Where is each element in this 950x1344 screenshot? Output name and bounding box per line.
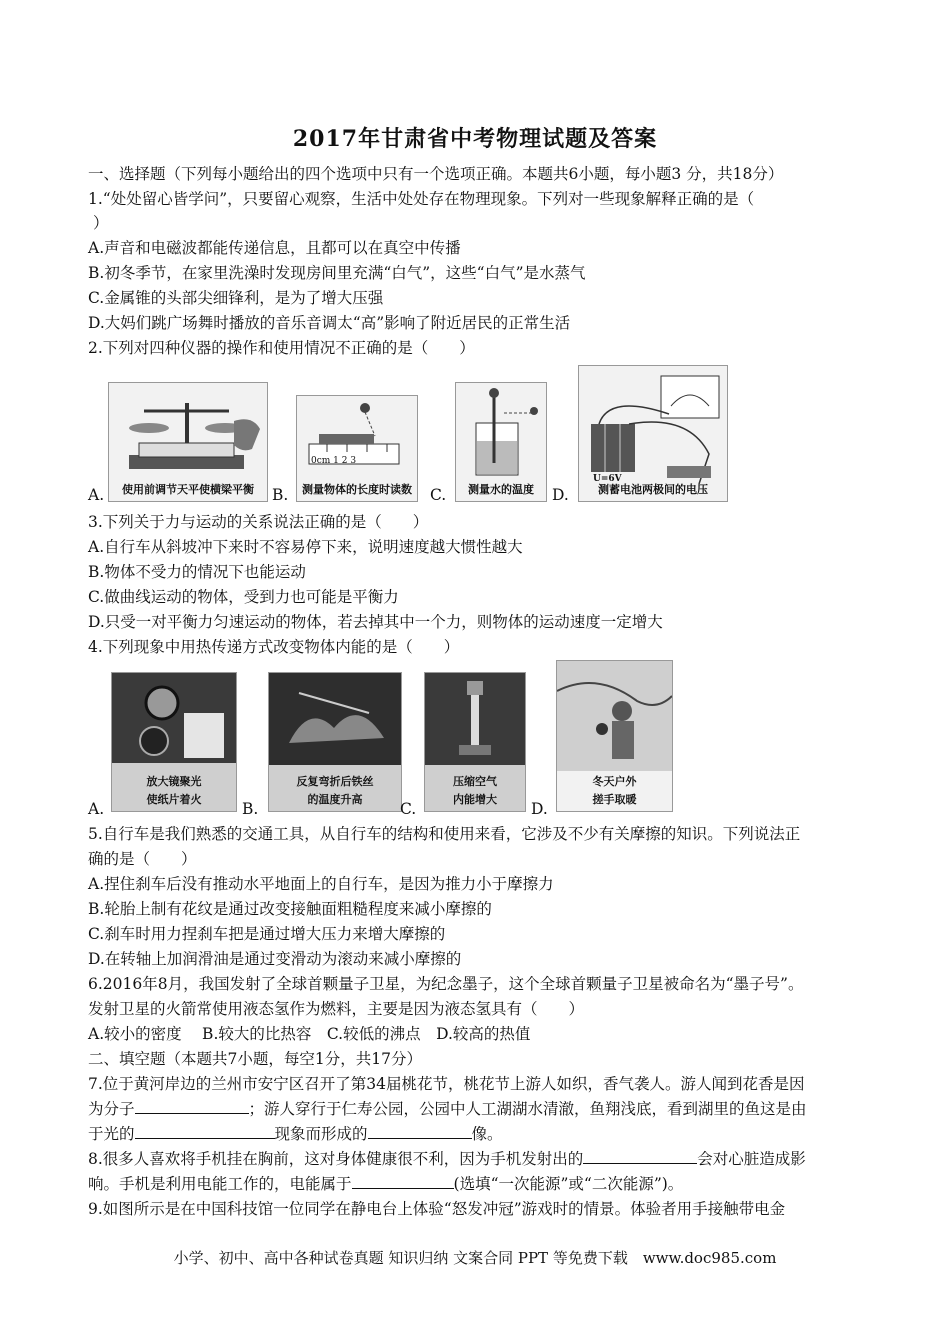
q8-text-1a: 8.很多人喜欢将手机挂在胸前，这对身体健康很不利，因为手机发射出的 bbox=[88, 1150, 584, 1168]
q1-option-d: D.大妈们跳广场舞时播放的音乐音调太“高”影响了附近居民的正常生活 bbox=[88, 314, 571, 332]
q2-label-d: D. bbox=[552, 486, 569, 504]
q6-stem: 6.2016年8月，我国发射了全球首颗量子卫星，为纪念墨子，这个全球首颗量子卫星被命名为“墨子号”。 bbox=[88, 975, 804, 993]
q7-line-1: 7.位于黄河岸边的兰州市安宁区召开了第34届桃花节，桃花节上游人如织，香气袭人。游人闻到花香是因 bbox=[88, 1075, 805, 1093]
q8-text-2a: 响。手机是利用电能工作的，电能属于 bbox=[88, 1175, 352, 1193]
q7-line-2 bbox=[88, 1099, 807, 1119]
balance-figure bbox=[108, 382, 268, 502]
q5-option-b: B.轮胎上制有花纹是通过改变接触面粗糙程度来减小摩擦的 bbox=[88, 900, 492, 918]
ruler-figure bbox=[296, 395, 418, 502]
q5-stem: 5.自行车是我们熟悉的交通工具，从自行车的结构和使用来看，它涉及不少有关摩擦的知识。下列说法正 bbox=[88, 825, 801, 843]
page-title: 2017年甘肃省中考物理试题及答案 bbox=[292, 126, 658, 152]
thermometer-caption: 测量水的温度 bbox=[468, 483, 534, 496]
magnifier-caption-1: 放大镜聚光 bbox=[146, 775, 202, 788]
rub-hands-figure bbox=[556, 660, 673, 812]
q5-option-a: A.捏住刹车后没有推动水平地面上的自行车，是因为推力小于摩擦力 bbox=[88, 875, 554, 893]
q6-stem-cont: 发射卫星的火箭常使用液态氢作为燃料，主要是因为液态氢具有（ ） bbox=[88, 1000, 585, 1018]
q3-option-d: D.只受一对平衡力匀速运动的物体，若去掉其中一个力，则物体的运动速度一定增大 bbox=[88, 613, 663, 631]
q3-option-a: A.自行车从斜坡冲下来时不容易停下来，说明速度越大惯性越大 bbox=[88, 538, 523, 556]
q8-blank-2[interactable] bbox=[352, 1174, 454, 1189]
q4-label-c: C. bbox=[400, 800, 417, 818]
section-heading-fill: 二、填空题（本题共7小题，每空1分，共17分） bbox=[88, 1050, 422, 1068]
wire-bend-figure bbox=[268, 672, 402, 812]
voltmeter-figure bbox=[578, 365, 728, 502]
q7-text-3b: 现象而形成的 bbox=[274, 1125, 368, 1143]
q7-line-3 bbox=[88, 1124, 503, 1144]
ruler-caption: 测量物体的长度时读数 bbox=[302, 483, 412, 496]
q1-stem-close: ） bbox=[93, 214, 109, 232]
q2-label-a: A. bbox=[88, 486, 105, 504]
q3-option-c: C.做曲线运动的物体，受到力也可能是平衡力 bbox=[88, 588, 399, 606]
wire-caption-2: 的温度升高 bbox=[307, 793, 363, 806]
q8-line-2 bbox=[88, 1174, 683, 1194]
q5-option-d: D.在转轴上加润滑油是通过变滑动为滚动来减小摩擦的 bbox=[88, 950, 462, 968]
compress-caption-2: 内能增大 bbox=[453, 793, 497, 806]
q8-text-1b: 会对心脏造成影 bbox=[697, 1150, 806, 1168]
q2-stem: 2.下列对四种仪器的操作和使用情况不正确的是（ ） bbox=[88, 339, 475, 357]
q1-option-b: B.初冬季节，在家里洗澡时发现房间里充满“白气”，这些“白气”是水蒸气 bbox=[88, 264, 586, 282]
q7-blank-2[interactable] bbox=[135, 1124, 275, 1139]
q5-option-c: C.刹车时用力捏刹车把是通过增大压力来增大摩擦的 bbox=[88, 925, 446, 943]
q1-option-a: A.声音和电磁波都能传递信息，且都可以在真空中传播 bbox=[88, 239, 461, 257]
rub-caption-2: 搓手取暖 bbox=[592, 793, 637, 806]
q8-text-2b: (选填“一次能源”或“二次能源”)。 bbox=[453, 1175, 684, 1193]
ruler-scale-text: 0cm 1 2 3 bbox=[311, 456, 357, 466]
wire-caption-1: 反复弯折后铁丝 bbox=[296, 775, 374, 788]
q1-stem: 1.“处处留心皆学问”，只要留心观察，生活中处处存在物理现象。下列对一些现象解释正确的是（ bbox=[88, 190, 755, 208]
rub-caption-1: 冬天户外 bbox=[592, 775, 637, 788]
q7-text-2a: 为分子 bbox=[88, 1100, 135, 1118]
q7-blank-3[interactable] bbox=[368, 1124, 472, 1139]
q6-options: A.较小的密度 B.较大的比热容 C.较低的沸点 D.较高的热值 bbox=[88, 1025, 531, 1043]
q9-line-1: 9.如图所示是在中国科技馆一位同学在静电台上体验“怒发冲冠”游戏时的情景。体验者用手接触带电金 bbox=[88, 1200, 786, 1218]
compress-air-figure bbox=[424, 672, 526, 812]
thermometer-figure bbox=[455, 382, 547, 502]
q2-label-b: B. bbox=[272, 486, 289, 504]
q3-stem: 3.下列关于力与运动的关系说法正确的是（ ） bbox=[88, 513, 429, 531]
compress-caption-1: 压缩空气 bbox=[453, 775, 497, 788]
q8-line-1 bbox=[88, 1149, 806, 1169]
q4-stem: 4.下列现象中用热传递方式改变物体内能的是（ ） bbox=[88, 638, 460, 656]
q7-text-3a: 于光的 bbox=[88, 1125, 135, 1143]
q8-blank-1[interactable] bbox=[583, 1149, 697, 1164]
magnifier-figure bbox=[111, 672, 237, 812]
balance-caption: 使用前调节天平使横梁平衡 bbox=[122, 483, 254, 496]
q3-option-b: B.物体不受力的情况下也能运动 bbox=[88, 563, 306, 581]
q2-label-c: C. bbox=[430, 486, 447, 504]
q4-label-d: D. bbox=[531, 800, 548, 818]
q7-text-2b: ；游人穿行于仁寿公园，公园中人工湖湖水清澈，鱼翔浅底，看到湖里的鱼这是由 bbox=[248, 1100, 807, 1118]
q4-label-b: B. bbox=[242, 800, 259, 818]
q1-option-c: C.金属锥的头部尖细锋利，是为了增大压强 bbox=[88, 289, 384, 307]
magnifier-caption-2: 使纸片着火 bbox=[146, 793, 202, 806]
q7-text-3c: 像。 bbox=[471, 1125, 503, 1143]
battery-voltage-text: U=6V bbox=[593, 474, 622, 484]
page-footer: 小学、初中、高中各种试卷真题 知识归纳 文案合同 PPT 等免费下载 www.doc985.com bbox=[173, 1249, 777, 1267]
q7-blank-1[interactable] bbox=[135, 1099, 249, 1114]
q5-stem-cont: 确的是（ ） bbox=[88, 850, 197, 868]
section-heading-choice: 一、选择题（下列每小题给出的四个选项中只有一个选项正确。本题共6小题，每小题3 分，共18分） bbox=[88, 165, 784, 183]
q4-label-a: A. bbox=[88, 800, 105, 818]
voltmeter-caption: 测蓄电池两极间的电压 bbox=[598, 483, 708, 496]
